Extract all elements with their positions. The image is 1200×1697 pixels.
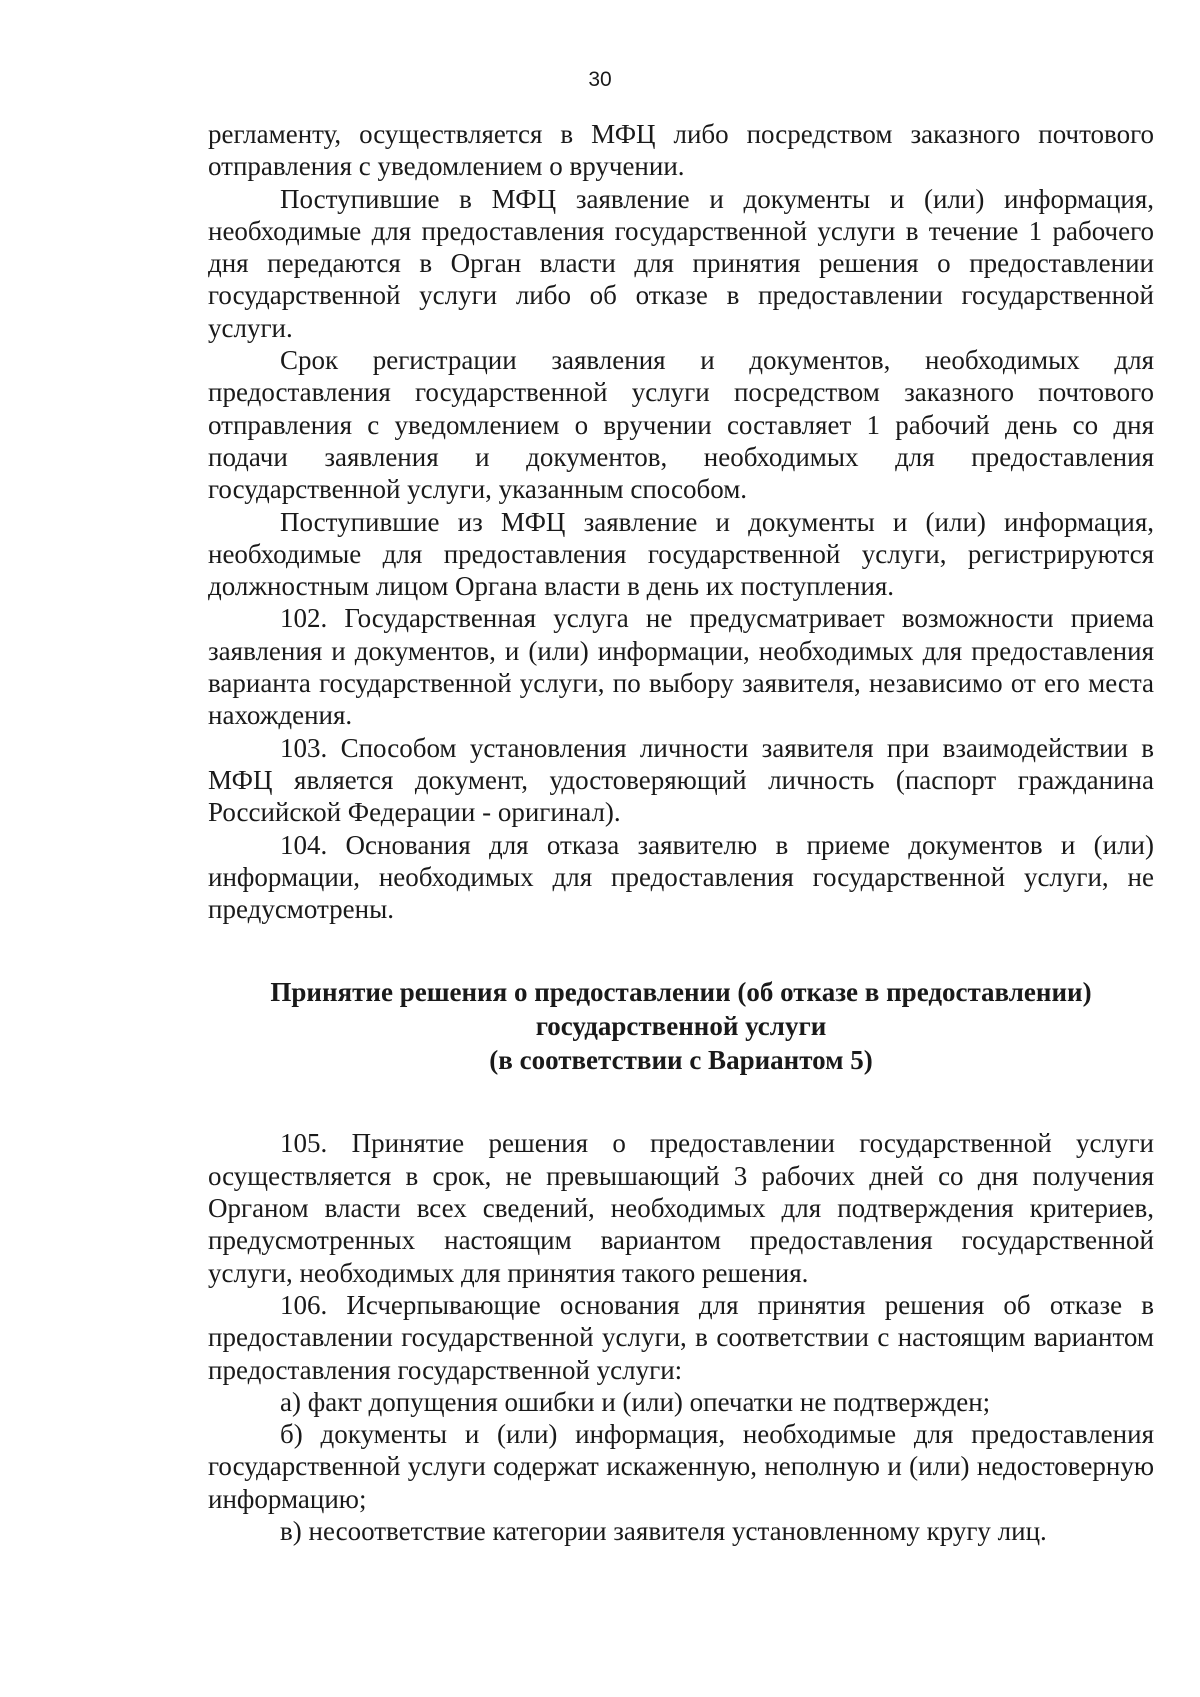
paragraph-106: 106. Исчерпывающие основания для принятия решения об отказе в предоставлении государственной услуги, в соответствии с настоящим вариантом предоставления государственной услуги: bbox=[208, 1289, 1154, 1385]
paragraph: Срок регистрации заявления и документов, необходимых для предоставления государственной услуги посредством заказного почтового отправления с уведомлением о вручении составляет 1 рабочий день со дня подачи заявления и документов, необходимых для предоставления государственной услуги, указанным способом. bbox=[208, 345, 1154, 505]
page-number: 30 bbox=[588, 68, 612, 91]
list-item-a: а) факт допущения ошибки и (или) опечатки не подтвержден; bbox=[280, 1386, 991, 1417]
section-heading bbox=[208, 975, 1154, 1077]
paragraph-103: 103. Способом установления личности заявителя при взаимодействии в МФЦ является документ, удостоверяющий личность (паспорт гражданина Российской Федерации - оригинал). bbox=[208, 732, 1154, 828]
section-heading-line: государственной услуги bbox=[535, 1011, 827, 1042]
paragraph-105: 105. Принятие решения о предоставлении государственной услуги осуществляется в срок, не превышающий 3 рабочих дней со дня получения Органом власти всех сведений, необходимых для подтверждения критериев, предусмотренных настоящим вариантом предоставления государственной услуги, необходимых для принятия такого решения. bbox=[208, 1128, 1154, 1288]
section-heading-line: Принятие решения о предоставлении (об отказе в предоставлении) bbox=[270, 977, 1092, 1008]
paragraph-104: 104. Основания для отказа заявителю в приеме документов и (или) информации, необходимых для предоставления государственной услуги, не предусмотрены. bbox=[208, 829, 1154, 925]
paragraph: Поступившие из МФЦ заявление и документы и (или) информация, необходимые для предоставления государственной услуги, регистрируются должностным лицом Органа власти в день их поступления. bbox=[208, 506, 1154, 602]
document-body bbox=[208, 118, 1154, 1547]
paragraph: регламенту, осуществляется в МФЦ либо посредством заказного почтового отправления с уведомлением о вручении. bbox=[208, 119, 1154, 182]
paragraph-102: 102. Государственная услуга не предусматривает возможности приема заявления и документов, и (или) информации, необходимых для предоставления варианта государственной услуги, по выбору заявителя, независимо от его места нахождения. bbox=[208, 603, 1154, 731]
list-item-b: б) документы и (или) информация, необходимые для предоставления государственной услуги содержат искаженную, неполную и (или) недостоверную информацию; bbox=[208, 1419, 1154, 1514]
paragraph: Поступившие в МФЦ заявление и документы и (или) информация, необходимые для предоставления государственной услуги в течение 1 рабочего дня передаются в Орган власти для принятия решения о предоставлении государственной услуги либо об отказе в предоставлении государственной услуги. bbox=[208, 183, 1154, 343]
section-heading-line: (в соответствии с Вариантом 5) bbox=[489, 1045, 873, 1076]
list-item-c: в) несоответствие категории заявителя установленному кругу лиц. bbox=[280, 1515, 1047, 1546]
